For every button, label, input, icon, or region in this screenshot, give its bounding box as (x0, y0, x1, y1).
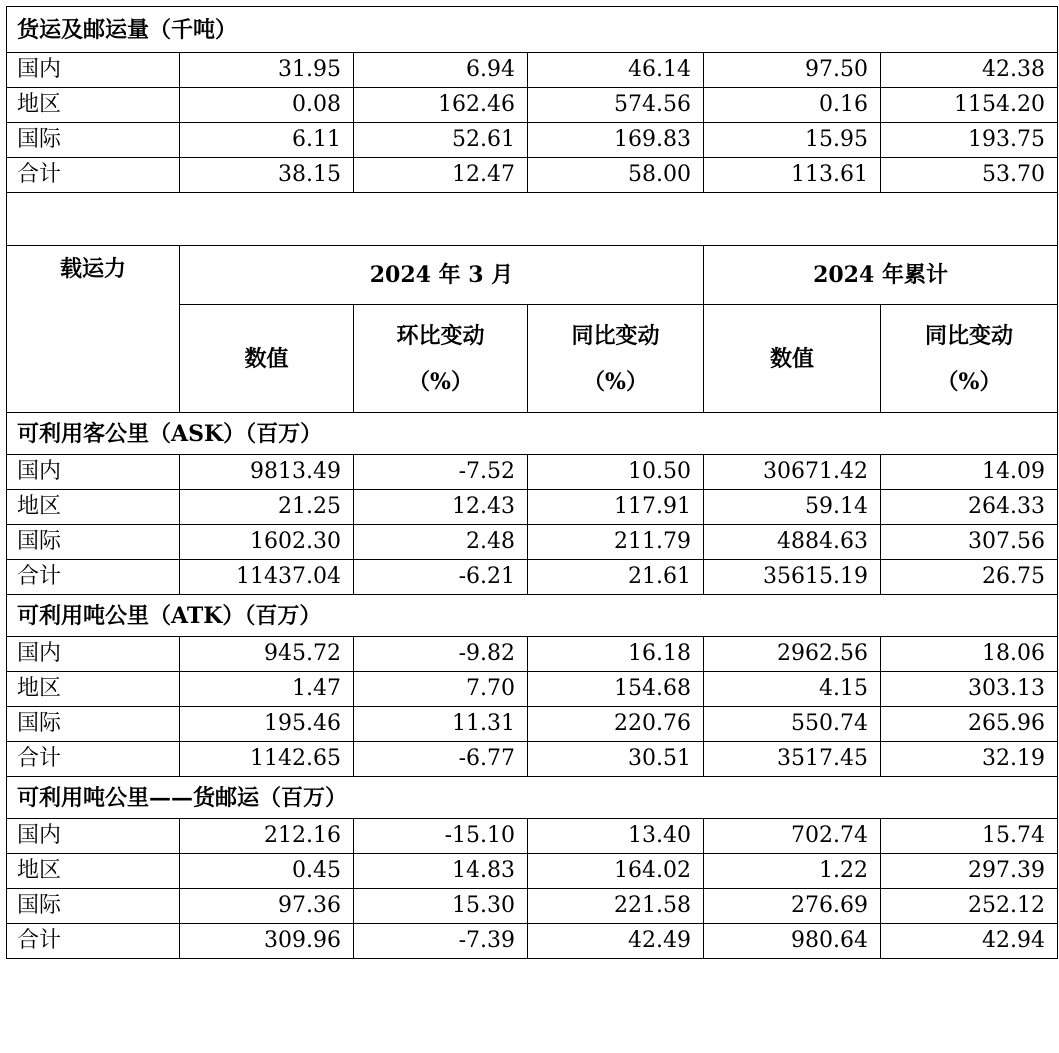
value-cell: 154.68 (528, 672, 704, 707)
value-cell: 4884.63 (704, 525, 881, 560)
row-label: 合计 (7, 560, 180, 595)
value-cell: 11.31 (354, 707, 528, 742)
value-cell: 113.61 (704, 158, 881, 193)
value-cell: 169.83 (528, 123, 704, 158)
value-cell: -7.39 (354, 924, 528, 959)
row-label: 地区 (7, 672, 180, 707)
value-cell: 945.72 (180, 637, 354, 672)
ytd-yoy-header (881, 305, 1058, 413)
table-row (7, 889, 1058, 924)
value-cell: 26.75 (881, 560, 1058, 595)
section-row (7, 777, 1058, 819)
value-cell: 307.56 (881, 525, 1058, 560)
table-row (7, 560, 1058, 595)
section-title: 可利用吨公里——货邮运（百万） (7, 777, 1058, 819)
value-cell: 1142.65 (180, 742, 354, 777)
row-label: 国际 (7, 123, 180, 158)
table-row (7, 672, 1058, 707)
value-cell: 0.16 (704, 88, 881, 123)
month-mom-header (354, 305, 528, 413)
value-cell: 11437.04 (180, 560, 354, 595)
value-cell: 574.56 (528, 88, 704, 123)
table-row (7, 490, 1058, 525)
value-cell: -6.77 (354, 742, 528, 777)
value-cell: 14.83 (354, 854, 528, 889)
value-cell: 15.74 (881, 819, 1058, 854)
row-label: 地区 (7, 88, 180, 123)
value-cell: 264.33 (881, 490, 1058, 525)
value-cell: 12.43 (354, 490, 528, 525)
table-row (7, 707, 1058, 742)
section-title: 可利用吨公里（ATK）（百万） (7, 595, 1058, 637)
value-cell: 265.96 (881, 707, 1058, 742)
row-label: 国内 (7, 819, 180, 854)
value-cell: 35615.19 (704, 560, 881, 595)
value-cell: 31.95 (180, 53, 354, 88)
value-cell: 193.75 (881, 123, 1058, 158)
value-cell: 14.09 (881, 455, 1058, 490)
value-cell: 252.12 (881, 889, 1058, 924)
row-label-header: 载运力 (7, 246, 180, 413)
value-cell: -15.10 (354, 819, 528, 854)
table-row (7, 123, 1058, 158)
table-row (7, 525, 1058, 560)
value-cell: 59.14 (704, 490, 881, 525)
row-label: 国内 (7, 455, 180, 490)
spacer-cell (7, 193, 1058, 246)
value-cell: 30671.42 (704, 455, 881, 490)
section-title: 货运及邮运量（千吨） (7, 7, 1058, 53)
row-label: 国内 (7, 53, 180, 88)
row-label: 国内 (7, 637, 180, 672)
value-cell: 0.45 (180, 854, 354, 889)
value-cell: 1154.20 (881, 88, 1058, 123)
value-cell: 195.46 (180, 707, 354, 742)
mom-pct: （%） (408, 368, 473, 395)
row-label: 合计 (7, 158, 180, 193)
row-label: 合计 (7, 924, 180, 959)
section-row (7, 413, 1058, 455)
month-header: 2024 年 3 月 (180, 246, 704, 305)
value-cell: 97.36 (180, 889, 354, 924)
value-cell: 42.38 (881, 53, 1058, 88)
value-cell: 15.30 (354, 889, 528, 924)
value-cell: 58.00 (528, 158, 704, 193)
row-label: 国际 (7, 889, 180, 924)
row-label: 国际 (7, 525, 180, 560)
section-row (7, 7, 1058, 53)
ytd-value-header: 数值 (704, 305, 881, 413)
month-yoy-header (528, 305, 704, 413)
value-cell: 15.95 (704, 123, 881, 158)
value-cell: 30.51 (528, 742, 704, 777)
value-cell: 6.94 (354, 53, 528, 88)
value-cell: 164.02 (528, 854, 704, 889)
capacity-table (6, 6, 1058, 959)
value-cell: 52.61 (354, 123, 528, 158)
table-row (7, 158, 1058, 193)
yoy-pct: （%） (583, 368, 648, 395)
ytd-yoy-label: 同比变动 (925, 322, 1014, 349)
value-cell: 42.49 (528, 924, 704, 959)
row-label: 合计 (7, 742, 180, 777)
table-row (7, 53, 1058, 88)
value-cell: 46.14 (528, 53, 704, 88)
row-label: 国际 (7, 707, 180, 742)
value-cell: 21.25 (180, 490, 354, 525)
value-cell: 212.16 (180, 819, 354, 854)
value-cell: 980.64 (704, 924, 881, 959)
value-cell: 3517.45 (704, 742, 881, 777)
value-cell: 9813.49 (180, 455, 354, 490)
value-cell: 2.48 (354, 525, 528, 560)
value-cell: 4.15 (704, 672, 881, 707)
table-row (7, 637, 1058, 672)
row-label: 地区 (7, 490, 180, 525)
ytd-header: 2024 年累计 (704, 246, 1058, 305)
value-cell: -6.21 (354, 560, 528, 595)
table-row (7, 854, 1058, 889)
header-row-1 (7, 246, 1058, 305)
value-cell: 42.94 (881, 924, 1058, 959)
section-title: 可利用客公里（ASK）（百万） (7, 413, 1058, 455)
yoy-label: 同比变动 (571, 322, 660, 349)
value-cell: 211.79 (528, 525, 704, 560)
value-cell: 0.08 (180, 88, 354, 123)
value-cell: -7.52 (354, 455, 528, 490)
value-cell: 32.19 (881, 742, 1058, 777)
ytd-yoy-pct: （%） (936, 368, 1002, 395)
value-cell: 550.74 (704, 707, 881, 742)
value-cell: 12.47 (354, 158, 528, 193)
table-row (7, 455, 1058, 490)
row-label: 地区 (7, 854, 180, 889)
table-row (7, 742, 1058, 777)
table-row (7, 924, 1058, 959)
value-cell: 1602.30 (180, 525, 354, 560)
value-cell: 53.70 (881, 158, 1058, 193)
value-cell: 18.06 (881, 637, 1058, 672)
value-cell: 10.50 (528, 455, 704, 490)
table-row (7, 88, 1058, 123)
value-cell: -9.82 (354, 637, 528, 672)
value-cell: 38.15 (180, 158, 354, 193)
value-cell: 1.47 (180, 672, 354, 707)
value-cell: 309.96 (180, 924, 354, 959)
month-value-header: 数值 (180, 305, 354, 413)
value-cell: 702.74 (704, 819, 881, 854)
value-cell: 297.39 (881, 854, 1058, 889)
value-cell: 221.58 (528, 889, 704, 924)
table-row (7, 819, 1058, 854)
value-cell: 16.18 (528, 637, 704, 672)
value-cell: 97.50 (704, 53, 881, 88)
value-cell: 7.70 (354, 672, 528, 707)
value-cell: 162.46 (354, 88, 528, 123)
value-cell: 13.40 (528, 819, 704, 854)
value-cell: 220.76 (528, 707, 704, 742)
value-cell: 21.61 (528, 560, 704, 595)
value-cell: 117.91 (528, 490, 704, 525)
value-cell: 276.69 (704, 889, 881, 924)
mom-label: 环比变动 (396, 322, 485, 349)
value-cell: 1.22 (704, 854, 881, 889)
section-row (7, 595, 1058, 637)
spacer-row (7, 193, 1058, 246)
value-cell: 303.13 (881, 672, 1058, 707)
value-cell: 2962.56 (704, 637, 881, 672)
value-cell: 6.11 (180, 123, 354, 158)
